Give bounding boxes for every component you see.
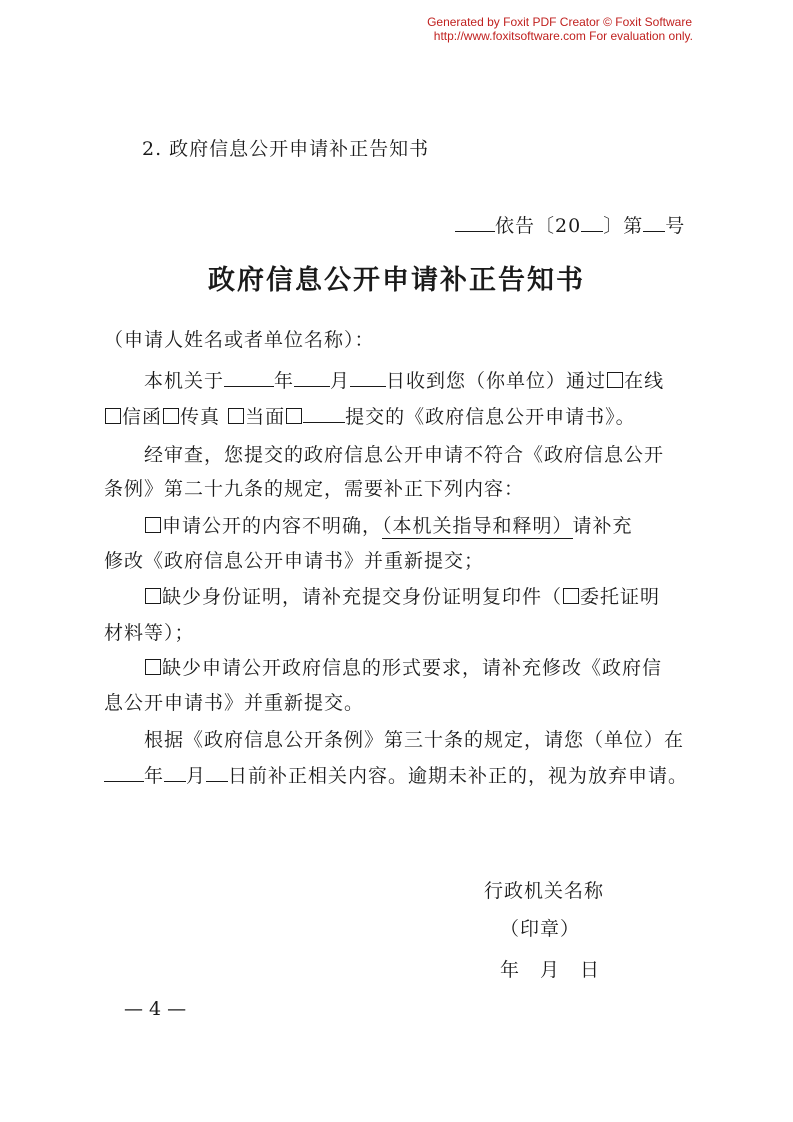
signature-date: 年 月 日 [500, 959, 601, 981]
blank [206, 762, 228, 782]
blank [581, 212, 603, 232]
item3-line2: 息公开申请书》并重新提交。 [104, 692, 365, 714]
guidance-text: （本机关指导和释明） [382, 515, 573, 537]
checkbox[interactable] [163, 408, 179, 424]
para3-line2: 年 月 日前补正相关内容。逾期未补正的，视为放弃申请。 [104, 761, 688, 788]
watermark-line-2: http://www.foxitsoftware.com For evaluation only. [433, 29, 693, 43]
section-heading: 2. 政府信息公开申请补正告知书 [142, 138, 430, 160]
blank [643, 212, 665, 232]
checkbox[interactable] [607, 372, 623, 388]
item3-line1: 缺少申请公开政府信息的形式要求，请补充修改《政府信 [144, 653, 662, 680]
blank [455, 212, 495, 232]
blank [164, 762, 186, 782]
blank [294, 367, 330, 387]
doc-no-mid: 〕第 [603, 215, 644, 237]
checkbox[interactable] [145, 588, 161, 604]
blank [224, 367, 274, 387]
checkbox[interactable] [145, 517, 161, 533]
doc-no-prefix: 依告〔20 [495, 215, 582, 237]
para2-line2: 条例》第二十九条的规定，需要补正下列内容： [104, 478, 525, 500]
blank [104, 762, 144, 782]
para2-line1: 经审查，您提交的政府信息公开申请不符合《政府信息公开 [144, 444, 665, 466]
signature-org: 行政机关名称 [484, 880, 605, 902]
doc-no-suffix: 号 [665, 215, 686, 237]
blank [350, 367, 386, 387]
blank [303, 403, 345, 423]
watermark-line-1: Generated by Foxit PDF Creator © Foxit Software [427, 15, 692, 29]
salutation: （申请人姓名或者单位名称）： [104, 329, 375, 351]
para1-line1: 本机关于 年 月 日收到您（你单位）通过 在线 [144, 366, 664, 393]
item2-line2: 材料等）； [104, 622, 195, 644]
document-title: 政府信息公开申请补正告知书 [208, 265, 585, 296]
checkbox[interactable] [563, 588, 579, 604]
item2-line1: 缺少身份证明，请补充提交身份证明复印件（ 委托证明 [144, 582, 660, 609]
checkbox[interactable] [145, 659, 161, 675]
page-number: — 4 — [124, 998, 187, 1020]
signature-seal: （印章） [500, 918, 581, 940]
checkbox[interactable] [105, 408, 121, 424]
item1-line1: 申请公开的内容不明确，（本机关指导和释明）请补充 [144, 511, 633, 538]
para1-line2: 信函 传真 当面 提交的《政府信息公开申请书》。 [104, 402, 636, 429]
para3-line1: 根据《政府信息公开条例》第三十条的规定，请您（单位）在 [144, 729, 685, 751]
checkbox[interactable] [286, 408, 302, 424]
checkbox[interactable] [228, 408, 244, 424]
document-number [455, 211, 685, 238]
item1-line2: 修改《政府信息公开申请书》并重新提交； [104, 550, 485, 572]
